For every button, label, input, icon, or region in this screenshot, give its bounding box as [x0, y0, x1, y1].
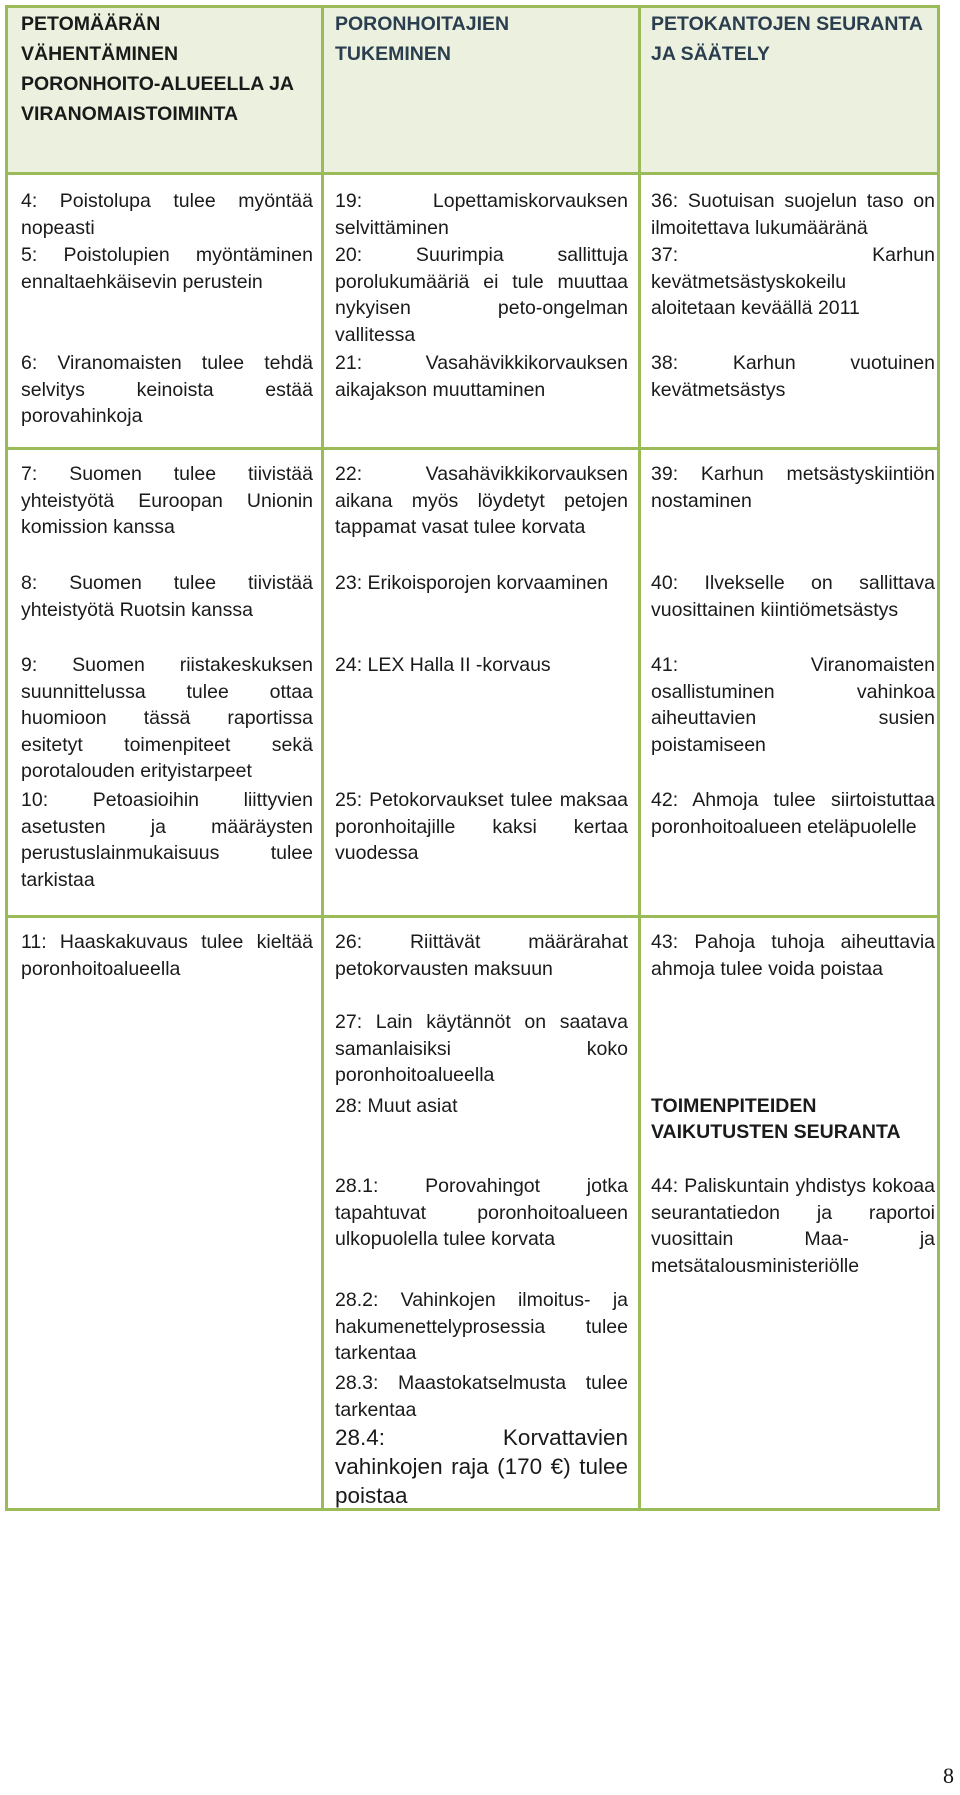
column-header-population-monitoring: PETOKANTOJEN SEURANTA JA SÄÄTELY [651, 13, 923, 65]
border [321, 5, 324, 1511]
list-item: 22: Vasahävikkikorvauksen aikana myös löydetyt petojen tappamat vasat tulee korvata [335, 463, 628, 538]
border [5, 447, 940, 450]
list-item: 9: Suomen riistakeskuksen suunnittelussa tulee ottaa huomioon tässä raportissa esitetyt toimenpiteet sekä porotalouden erityistarpeet [21, 654, 313, 782]
list-item: 37: Karhun kevätmetsästyskokeilu aloitetaan keväällä 2011 [651, 244, 935, 319]
list-item: 20: Suurimpia sallittuja porolukumääriä ei tule muuttaa nykyisen peto-ongelman vallitessa [335, 244, 628, 346]
border [5, 5, 8, 1511]
border [937, 5, 940, 1511]
list-item: 39: Karhun metsästyskiintiön nostaminen [651, 463, 935, 512]
list-item: 36: Suotuisan suojelun taso on ilmoitettava lukumääränä [651, 190, 935, 239]
list-item: 28.2: Vahinkojen ilmoitus- ja hakumenettelyprosessia tulee tarkentaa [335, 1289, 628, 1364]
list-item: 6: Viranomaisten tulee tehdä selvitys keinoista estää porovahinkoja [21, 352, 313, 427]
border [5, 172, 940, 175]
list-item: 41: Viranomaisten osallistuminen vahinkoa aiheuttavien susien poistamiseen [651, 654, 935, 756]
border [5, 5, 940, 8]
list-item: 21: Vasahävikkikorvauksen aikajakson muuttaminen [335, 352, 628, 401]
list-item: 27: Lain käytännöt on saatava samanlaisiksi koko poronhoitoalueella [335, 1011, 628, 1086]
column-header-predator-reduction: PETOMÄÄRÄN VÄHENTÄMINEN PORONHOITO-ALUEELLA JA VIRANOMAISTOIMINTA [21, 13, 294, 125]
list-item: 28: Muut asiat [335, 1095, 458, 1117]
list-item: 4: Poistolupa tulee myöntää nopeasti [21, 190, 313, 239]
list-item: 10: Petoasioihin liittyvien asetusten ja määräysten perustuslainmukaisuus tulee tarkistaa [21, 789, 313, 891]
list-item: 43: Pahoja tuhoja aiheuttavia ahmoja tulee voida poistaa [651, 931, 935, 980]
list-item: 40: Ilvekselle on sallittava vuosittainen kiintiömetsästys [651, 572, 935, 621]
measures-table [5, 5, 940, 1511]
list-item: 42: Ahmoja tulee siirtoistuttaa poronhoitoalueen eteläpuolelle [651, 789, 935, 838]
border [5, 915, 940, 918]
list-item: 26: Riittävät määrärahat petokorvausten maksuun [335, 931, 628, 980]
list-item: 23: Erikoisporojen korvaaminen [335, 572, 609, 594]
list-item: 28.3: Maastokatselmusta tulee tarkentaa [335, 1372, 628, 1421]
page-number: 8 [943, 1763, 954, 1788]
list-item: 38: Karhun vuotuinen kevätmetsästys [651, 352, 935, 401]
list-item: 28.1: Porovahingot jotka tapahtuvat poronhoitoalueen ulkopuolella tulee korvata [335, 1175, 628, 1250]
list-item: 24: LEX Halla II -korvaus [335, 654, 551, 676]
column-header-herder-support: PORONHOITAJIEN TUKEMINEN [335, 13, 510, 65]
list-item: 8: Suomen tulee tiivistää yhteistyötä Ruotsin kanssa [21, 572, 313, 621]
list-item: 19: Lopettamiskorvauksen selvittäminen [335, 190, 628, 239]
list-item: 5: Poistolupien myöntäminen ennaltaehkäisevin perustein [21, 244, 313, 293]
list-item: 25: Petokorvaukset tulee maksaa poronhoitajille kaksi kertaa vuodessa [335, 789, 628, 864]
list-item: 44: Paliskuntain yhdistys kokoaa seurantatiedon ja raportoi vuosittain Maa- ja metsätalousministeriölle [651, 1175, 935, 1277]
list-item: 7: Suomen tulee tiivistää yhteistyötä Euroopan Unionin komission kanssa [21, 463, 313, 538]
list-item: 11: Haaskakuvaus tulee kieltää poronhoitoalueella [21, 931, 313, 980]
section-subheader: TOIMENPITEIDEN VAIKUTUSTEN SEURANTA [651, 1095, 901, 1143]
border [638, 5, 641, 1511]
list-item: 28.4: Korvattavien vahinkojen raja (170 €) tulee poistaa [335, 1425, 628, 1508]
